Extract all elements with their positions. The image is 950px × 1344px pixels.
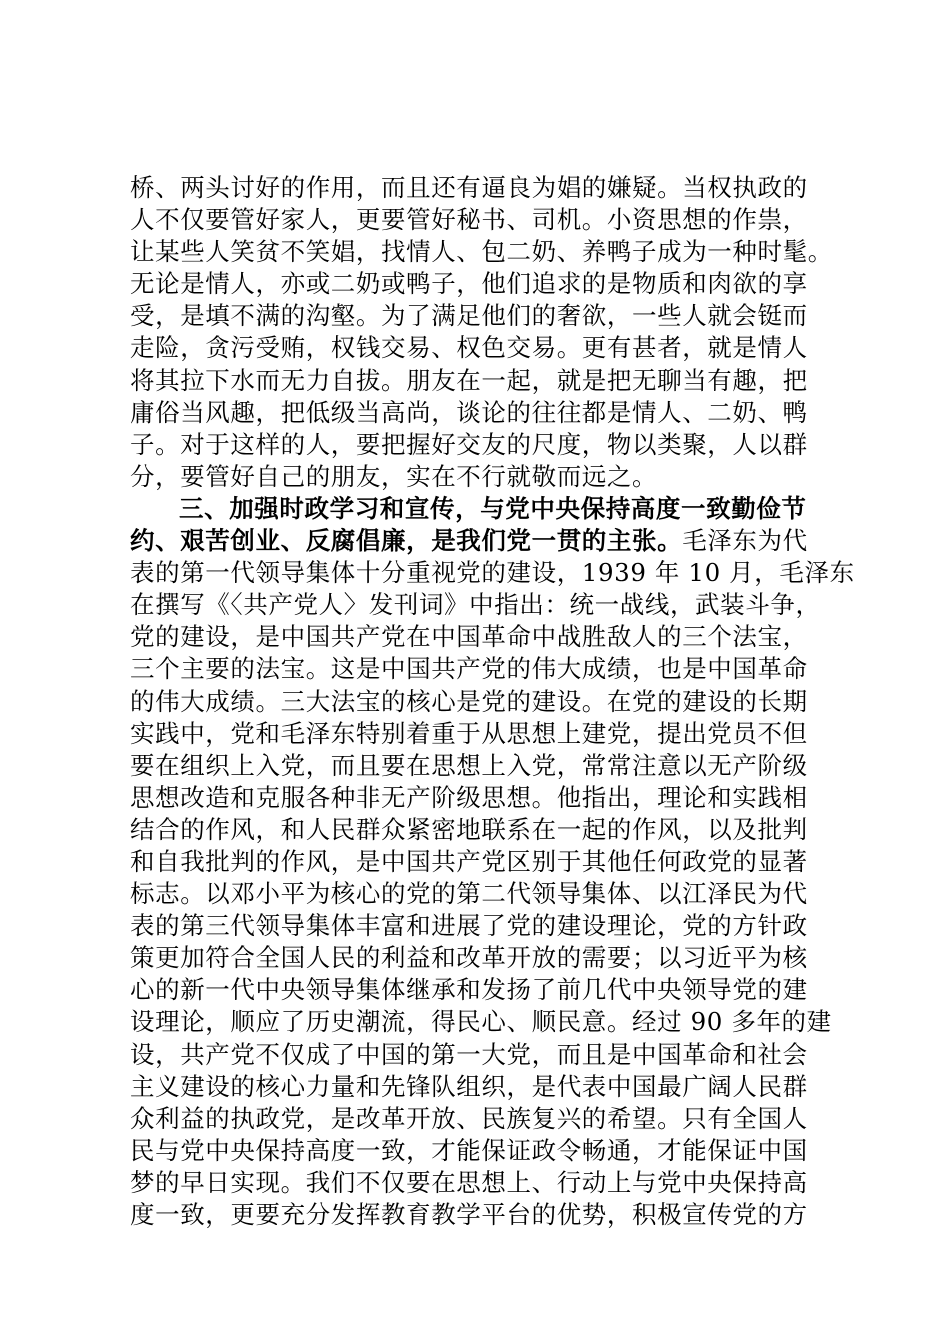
- section-heading: 三、加强时政学习和宣传，与党中央保持高度一致勤俭节: [179, 493, 807, 523]
- text-line: 让某些人笑贫不笑娼，找情人、包二奶、养鸭子成为一种时髦。: [130, 237, 833, 267]
- text-line: 要在组织上入党，而且要在思想上入党，常常注意以无产阶级: [130, 750, 808, 780]
- text-line: 表的第三代领导集体丰富和进展了党的建设理论，党的方针政: [130, 911, 808, 941]
- text-line: 子。对于这样的人，要把握好交友的尺度，物以类聚，人以群: [130, 429, 808, 459]
- text-line: 党的建设，是中国共产党在中国革命中战胜敌人的三个法宝，: [130, 622, 808, 652]
- text-line: 受，是填不满的沟壑。为了满足他们的奢欲，一些人就会铤而: [130, 301, 808, 331]
- text-line: 人不仅要管好家人，更要管好秘书、司机。小资思想的作祟，: [130, 205, 808, 235]
- text-line: 众利益的执政党，是改革开放、民族复兴的希望。只有全国人: [130, 1103, 808, 1133]
- text-line: 分，要管好自己的朋友，实在不行就敬而远之。: [130, 461, 658, 491]
- text-line: 无论是情人，亦或二奶或鸭子，他们追求的是物质和肉欲的享: [130, 269, 808, 299]
- text-line: 和自我批判的作风，是中国共产党区别于其他任何政党的显著: [130, 846, 808, 876]
- text-line: 桥、两头讨好的作用，而且还有逼良为娼的嫌疑。当权执政的: [130, 173, 808, 202]
- document-body: [130, 172, 855, 1231]
- text-line: 标志。以邓小平为核心的党的第二代领导集体、以江泽民为代: [130, 879, 808, 909]
- text-line: 设，共产党不仅成了中国的第一大党，而且是中国革命和社会: [130, 1039, 808, 1069]
- section-heading-continuation: [130, 525, 830, 557]
- text-line: 在撰写《〈共产党人〉发刊词》中指出：统一战线，武装斗争，: [130, 590, 821, 620]
- text-line: 三个主要的法宝。这是中国共产党的伟大成绩，也是中国革命: [130, 654, 808, 684]
- text-line: 民与党中央保持高度一致，才能保证政令畅通，才能保证中国: [130, 1135, 808, 1165]
- paragraph-start: 毛泽东为代: [682, 526, 808, 556]
- text-line: 心的新一代中央领导集体继承和发扬了前几代中央领导党的建: [130, 975, 808, 1005]
- text-line: 思想改造和克服各种非无产阶级思想。他指出，理论和实践相: [130, 782, 808, 812]
- text-line: 策更加符合全国人民的利益和改革开放的需要；以习近平为核: [130, 943, 808, 973]
- text-line: 庸俗当风趣，把低级当高尚，谈论的往往都是情人、二奶、鸭: [130, 397, 808, 427]
- section-heading-end: 约、艰苦创业、反腐倡廉，是我们党一贯的主张。: [130, 526, 683, 556]
- text-line: 设理论，顺应了历史潮流，得民心、顺民意。经过 90 多年的建: [130, 1007, 832, 1037]
- text-line: 梦的早日实现。我们不仅要在思想上、行动上与党中央保持高: [130, 1167, 808, 1197]
- text-line: 实践中，党和毛泽东特别着重于从思想上建党，提出党员不但: [130, 718, 808, 748]
- text-line: 表的第一代领导集体十分重视党的建设，1939 年 10 月，毛泽东: [130, 558, 855, 588]
- text-line: 走险，贪污受贿，权钱交易、权色交易。更有甚者，就是情人: [130, 333, 808, 363]
- text-line: 的伟大成绩。三大法宝的核心是党的建设。在党的建设的长期: [130, 686, 808, 716]
- text-line: 主义建设的核心力量和先锋队组织，是代表中国最广阔人民群: [130, 1071, 808, 1101]
- text-line: 将其拉下水而无力自拔。朋友在一起，就是把无聊当有趣，把: [130, 365, 808, 395]
- text-line: 结合的作风，和人民群众紧密地联系在一起的作风，以及批判: [130, 814, 808, 844]
- text-line: 度一致，更要充分发挥教育教学平台的优势，积极宣传党的方: [130, 1200, 808, 1229]
